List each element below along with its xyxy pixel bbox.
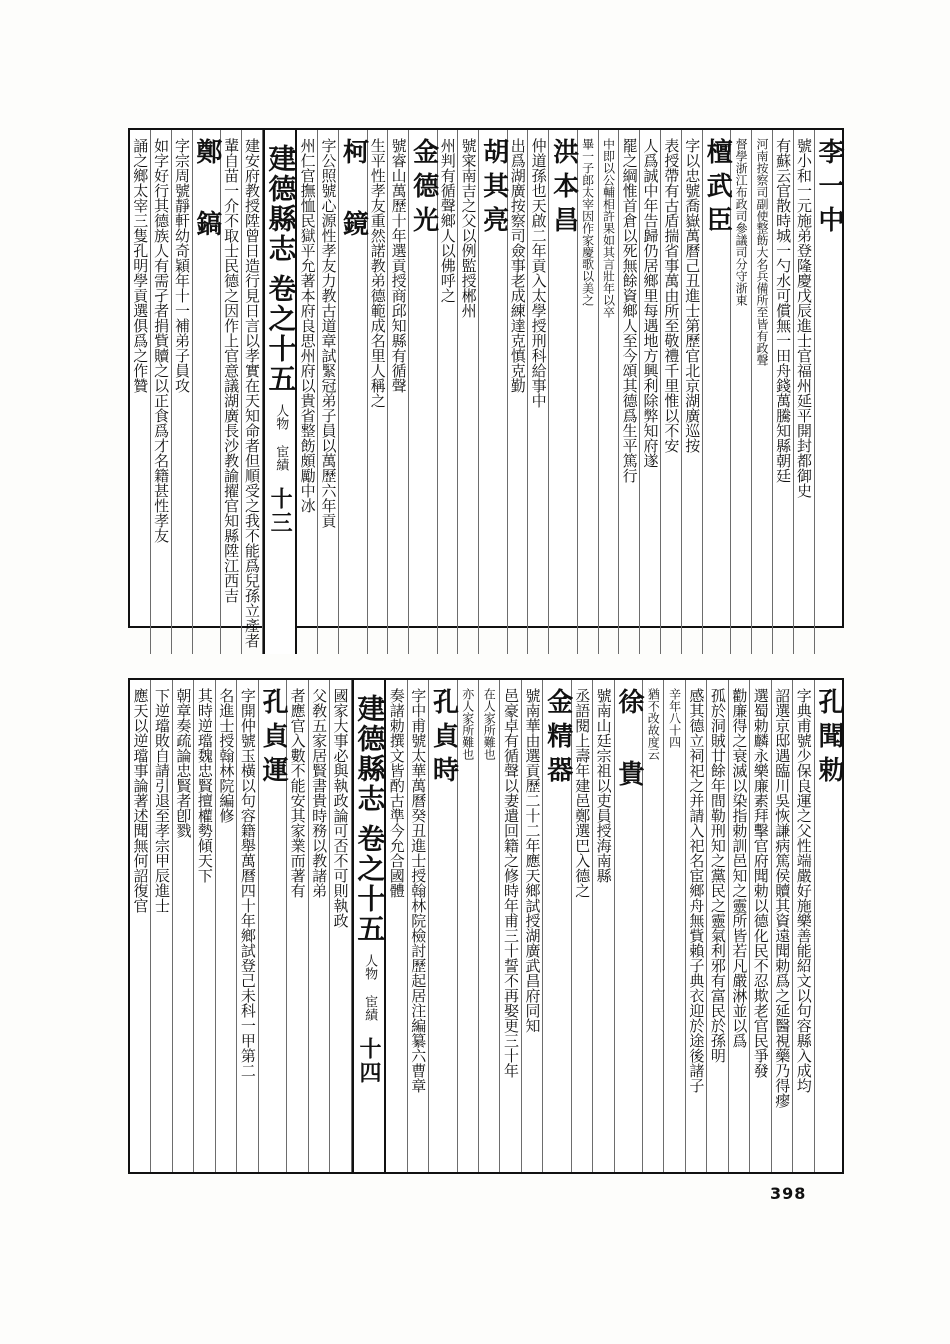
biography-text-column: 建安府教授陞曾日造行見日言以孝實在天知命者但順受之我不能爲兒孫立產者	[242, 130, 263, 654]
biography-text-column: 表授帶有古盾揣省事萬由所至敬禮千里惟以不安	[661, 130, 682, 654]
biography-text-column: 輩自苗一介不取士民德之因作上官意議湖廣長沙教諭擢官知縣陞江西吉	[221, 130, 242, 654]
biography-text-column: 者應官入數不能安其家業而著有	[287, 680, 308, 1172]
biography-name: 李一中	[814, 138, 844, 240]
biography-text-column: 亦人家所難也	[458, 680, 479, 1172]
biography-text-column: 出爲湖廣按察司僉事老成練達克慎克勤	[508, 130, 529, 654]
running-header	[352, 680, 387, 1172]
biography-text-column: 字開仲號玉橫以句容籍舉萬曆四十年鄉試登己未科一甲第二	[237, 680, 258, 1172]
biography-text-column: 字典甫號少保良運之父性端嚴好施樂善能紹文以句容縣入成均	[793, 680, 814, 1172]
biography-text-column: 號小和一元施弟登隆慶戊辰進士官福州延平開封都御史	[794, 130, 815, 654]
biography-text-column: 字中甫號太華萬曆癸丑進士授翰林院檢討歷起居注編纂六曹章	[408, 680, 429, 1172]
biography-text-column: 州判有循聲鄉人以佛呼之	[438, 130, 459, 654]
biography-text-column: 號南華由選貢歷二十二年應天鄉試授湖廣武昌府同知	[522, 680, 543, 1172]
header-volume: 卷之十五	[353, 824, 387, 944]
biography-name: 柯 鏡	[339, 130, 367, 654]
header-page-number: 十四	[356, 1037, 383, 1085]
biography-text-column: 詔選京邸遇臨川吳恢謙病篤侯贖其資遠聞勅爲之延醫視藥乃得瘳	[772, 680, 793, 1172]
biography-name: 洪本昌	[549, 130, 577, 654]
biography-text-column: 有蘇云官散時城一勺水可償無一田舟錢萬騰知縣朝廷	[773, 130, 794, 654]
biography-name: 檀武臣	[703, 130, 731, 654]
biography-text-column: 畢一子郎太宰因作家慶歌以美之	[578, 130, 599, 654]
page-number: 398	[770, 1184, 807, 1203]
biography-name: 鄭 鎬	[193, 130, 221, 654]
biography-text-column: 名進士授翰林院編修	[216, 680, 237, 1172]
biography-text-column: 中即以公輔相許果如其言壯年以卒	[599, 130, 620, 654]
biography-text-column: 如字好行其德族人有需孑者捐貲贖之以正食爲才名籍甚性孝友	[151, 130, 172, 654]
biography-text-column: 罷之綱惟首倉以死無餘資鄉人至今頌其德爲生平篤行	[619, 130, 640, 654]
biography-text-column: 下逆璫敗自請引退至孝宗甲辰進士	[151, 680, 172, 1172]
biography-text-column: 辛年八十四	[664, 680, 685, 1172]
biography-text-column: 丞語閱上壽年建邑鄭選巴入德之	[572, 680, 593, 1172]
header-page-number: 十三	[267, 487, 294, 535]
biography-text-column: 感其德立祠祀之并請入祀名宦鄉舟無貲賴子典衣迎於途後諸子	[686, 680, 707, 1172]
biography-text-column: 督學浙江布政司參議司分守浙東	[731, 130, 752, 654]
biography-text-column: 朝章奏疏論忠賢者卽戮	[173, 680, 194, 1172]
biography-text-column: 州仁官撫恤民獄平允著本府良思州府以貴省整飭頗勵中冰	[297, 130, 318, 654]
running-header	[263, 130, 298, 654]
header-section: 人物 宦績	[273, 404, 289, 471]
biography-text-column: 應天以逆璫事論著述聞無何詔復官	[130, 680, 151, 1172]
bottom-text-columns	[130, 680, 842, 1172]
biography-text-column: 字宗周號靜軒幼奇穎年十一補弟子員攻	[172, 130, 193, 654]
biography-text-column: 猶不改故度云	[643, 680, 664, 1172]
biography-text-column: 孤於洞賊廿餘年間勒刑知之黨民之靈氣利邪有富民於孫明	[707, 680, 728, 1172]
biography-text-column: 河南按察司副使整飭大名兵備所至皆有政聲	[752, 130, 773, 654]
biography-text-column: 邑豪卓有循聲以妻遣回籍之修時年甫三十誓不再娶更三十年	[500, 680, 521, 1172]
biography-text-column: 號南山廷宗祖以吏員授海南縣	[593, 680, 614, 1172]
biography-name: 胡其亮	[479, 130, 507, 654]
biography-text-column: 勸廉得之衰滅以染指勅訓邑知之靈所皆若凡嚴淋並以爲	[729, 680, 750, 1172]
biography-name: 孔貞時	[429, 680, 457, 1172]
biography-text-column: 人爲誠中年告歸仍居鄉里每遇地方興利除弊知府遂	[640, 130, 661, 654]
biography-text-column: 仲道孫也天啟二年貢入太學授刑科給事中	[528, 130, 549, 654]
biography-text-column: 選蜀勅麟永樂廉素拜擊官府聞勅以德化民不忍欺老官民爭發	[750, 680, 771, 1172]
biography-text-column: 父敎五家居賢書貴時務以教諸弟	[309, 680, 330, 1172]
biography-text-column: 字公照號心源性孝友力教古道章試緊冠弟子員以萬歷六年貢	[318, 130, 339, 654]
biography-name: 孔聞勅	[814, 688, 844, 790]
header-section: 人物 宦績	[362, 954, 378, 1021]
top-text-columns	[130, 130, 844, 648]
top-page	[128, 128, 844, 648]
biography-text-column: 誦之鄉太宰三隻孔明學貢選俱爲之作贊	[130, 130, 151, 654]
biography-text-column: 國家大事必與執政論可否不可則執政	[330, 680, 351, 1172]
biography-name: 徐 貴	[615, 680, 643, 1172]
header-title: 建德縣志	[353, 694, 387, 814]
biography-text-column: 生平性孝友重然諾教弟德範成名里人稱之	[368, 130, 389, 654]
biography-text-column: 號睿山萬歷十年選貢授商邱知縣有循聲	[388, 130, 409, 654]
bottom-page	[128, 678, 844, 1174]
biography-text-column: 在人家所難也	[479, 680, 500, 1172]
header-volume: 卷之十五	[264, 274, 298, 394]
biography-name: 金德光	[409, 130, 437, 654]
header-title: 建德縣志	[264, 144, 298, 264]
biography-text-column: 字以忠號喬嶽萬曆己丑進士第歷官北京湖廣巡按	[682, 130, 703, 654]
biography-text-column: 其時逆璫魏忠賢擅權勢傾天下	[194, 680, 215, 1172]
biography-text-column: 號寀南吉之父以例監授郴州	[458, 130, 479, 654]
biography-name: 金精器	[543, 680, 571, 1172]
biography-text-column: 奏諸勅撰文皆酌古準今允合國體	[386, 680, 407, 1172]
biography-name: 孔貞運	[259, 680, 287, 1172]
